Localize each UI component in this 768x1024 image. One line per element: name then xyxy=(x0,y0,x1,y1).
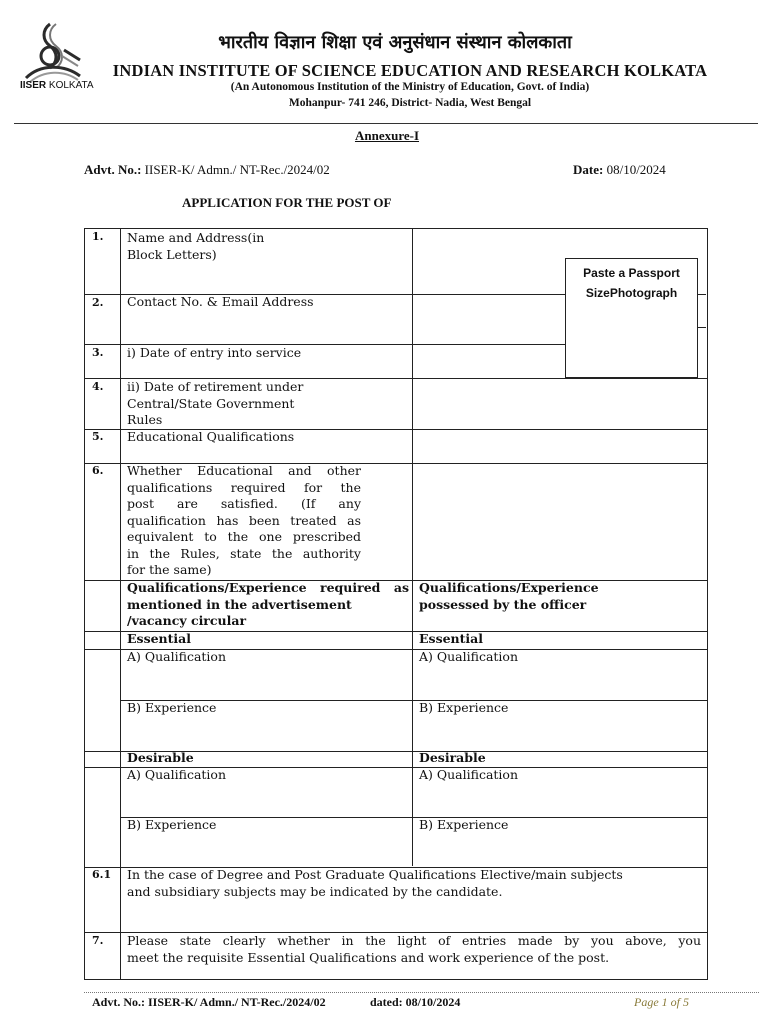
desirable-qualification-left: A) Qualification xyxy=(127,767,227,782)
row3-label: i) Date of entry into service xyxy=(127,345,302,360)
footer-advt: Advt. No.: IISER-K/ Admn./ NT-Rec./2024/02 xyxy=(92,995,326,1009)
photo-box-line: Paste a Passport xyxy=(583,266,680,280)
row-number: 4. xyxy=(92,380,104,393)
logo-label xyxy=(20,80,94,91)
qual-possessed-heading-line: possessed by the officer xyxy=(419,596,587,612)
desirable-heading-right: Desirable xyxy=(419,750,486,765)
row-number: 5. xyxy=(92,430,104,443)
row1-label-line: Name and Address(in xyxy=(127,230,265,245)
institute-address: Mohanpur- 741 246, District- Nadia, West Bengal xyxy=(288,97,532,109)
row4-label-line: Central/State Government xyxy=(127,395,295,411)
row6-label-line: equivalent to the one prescribed xyxy=(127,529,361,544)
advt-number xyxy=(84,162,330,178)
row6-label xyxy=(127,463,361,579)
qual-possessed-heading-line: Qualifications/Experience xyxy=(419,580,599,595)
passport-photo-box xyxy=(565,258,698,378)
row-number: 6.1 xyxy=(92,868,112,881)
essential-experience-right: B) Experience xyxy=(419,700,509,715)
logo-label-rest: KOLKATA xyxy=(48,80,94,91)
header-divider xyxy=(14,123,758,124)
photo-tick xyxy=(698,294,706,295)
row61-text-line: In the case of Degree and Post Graduate Qualifications Elective/main subjects xyxy=(127,867,623,882)
row6-label-line: for the same) xyxy=(127,562,212,577)
row6-label-line: qualifications required for the xyxy=(127,479,361,495)
row6-label-line: qualification has been treated as xyxy=(127,512,361,528)
advt-value: IISER-K/ Admn./ NT-Rec./2024/02 xyxy=(144,162,330,177)
qual-possessed-heading xyxy=(419,580,699,613)
essential-qualification-left: A) Qualification xyxy=(127,649,227,664)
advt-date xyxy=(573,162,666,178)
qual-required-heading-line: Qualifications/Experience required as xyxy=(127,580,409,595)
row1-label xyxy=(127,230,407,263)
footer-page-number: Page 1 of 5 xyxy=(634,995,689,1009)
row-number: 3. xyxy=(92,346,104,359)
institute-subtitle: (An Autonomous Institution of the Ministry of Education, Govt. of India) xyxy=(230,81,590,93)
row7-text-line: meet the requisite Essential Qualifications and work experience of the post. xyxy=(127,949,610,965)
row4-label-line: ii) Date of retirement under xyxy=(127,379,304,394)
row6-label-line: Whether Educational and other xyxy=(127,463,361,478)
desirable-heading-left: Desirable xyxy=(127,750,194,765)
row7-text-line: Please state clearly whether in the light of entries made by you above, you xyxy=(127,933,701,948)
essential-qualification-right: A) Qualification xyxy=(419,649,519,664)
annexure-title: Annexure-I xyxy=(354,128,420,143)
footer-date: dated: 08/10/2024 xyxy=(370,995,461,1009)
essential-experience-left: B) Experience xyxy=(127,700,217,715)
row2-label: Contact No. & Email Address xyxy=(127,294,314,309)
row1-label-line: Block Letters) xyxy=(127,246,217,262)
row-number: 2. xyxy=(92,296,104,309)
qual-required-heading-line: mentioned in the advertisement xyxy=(127,596,352,612)
row-line xyxy=(412,294,565,295)
desirable-qualification-right: A) Qualification xyxy=(419,767,519,782)
desirable-experience-left: B) Experience xyxy=(127,817,217,832)
row-number: 6. xyxy=(92,464,104,477)
middle-column-divider xyxy=(412,229,413,866)
essential-heading-right: Essential xyxy=(419,631,484,646)
qual-required-heading xyxy=(127,580,409,630)
date-value: 08/10/2024 xyxy=(606,162,666,177)
photo-box-line: SizePhotograph xyxy=(585,286,678,300)
application-title: APPLICATION FOR THE POST OF xyxy=(182,195,392,210)
row4-label-line: Rules xyxy=(127,412,163,427)
row61-text-line: and subsidiary subjects may be indicated by the candidate. xyxy=(127,883,503,899)
photo-tick xyxy=(698,327,706,328)
hindi-title: भारतीय विज्ञान शिक्षा एवं अनुसंधान संस्थान कोलकाता xyxy=(218,32,572,53)
logo-label-bold: IISER xyxy=(20,80,47,91)
row4-label xyxy=(127,379,407,429)
qual-required-heading-line: /vacancy circular xyxy=(127,613,247,628)
row-number: 7. xyxy=(92,934,104,947)
advt-label: Advt. No.: xyxy=(84,162,142,177)
row7-text xyxy=(127,933,701,966)
row6-label-line: post are satisfied. (If any xyxy=(127,496,361,511)
photo-box-label xyxy=(566,263,697,303)
footer-divider xyxy=(84,992,759,993)
row6-label-line: in the Rules, state the authority xyxy=(127,545,361,561)
essential-heading-left: Essential xyxy=(127,631,192,646)
row61-text xyxy=(127,867,697,900)
row5-label: Educational Qualifications xyxy=(127,429,295,444)
institute-name: INDIAN INSTITUTE OF SCIENCE EDUCATION AND RESEARCH KOLKATA xyxy=(112,61,708,80)
row-number: 1. xyxy=(92,230,104,243)
date-label: Date: xyxy=(573,162,604,177)
desirable-experience-right: B) Experience xyxy=(419,817,509,832)
